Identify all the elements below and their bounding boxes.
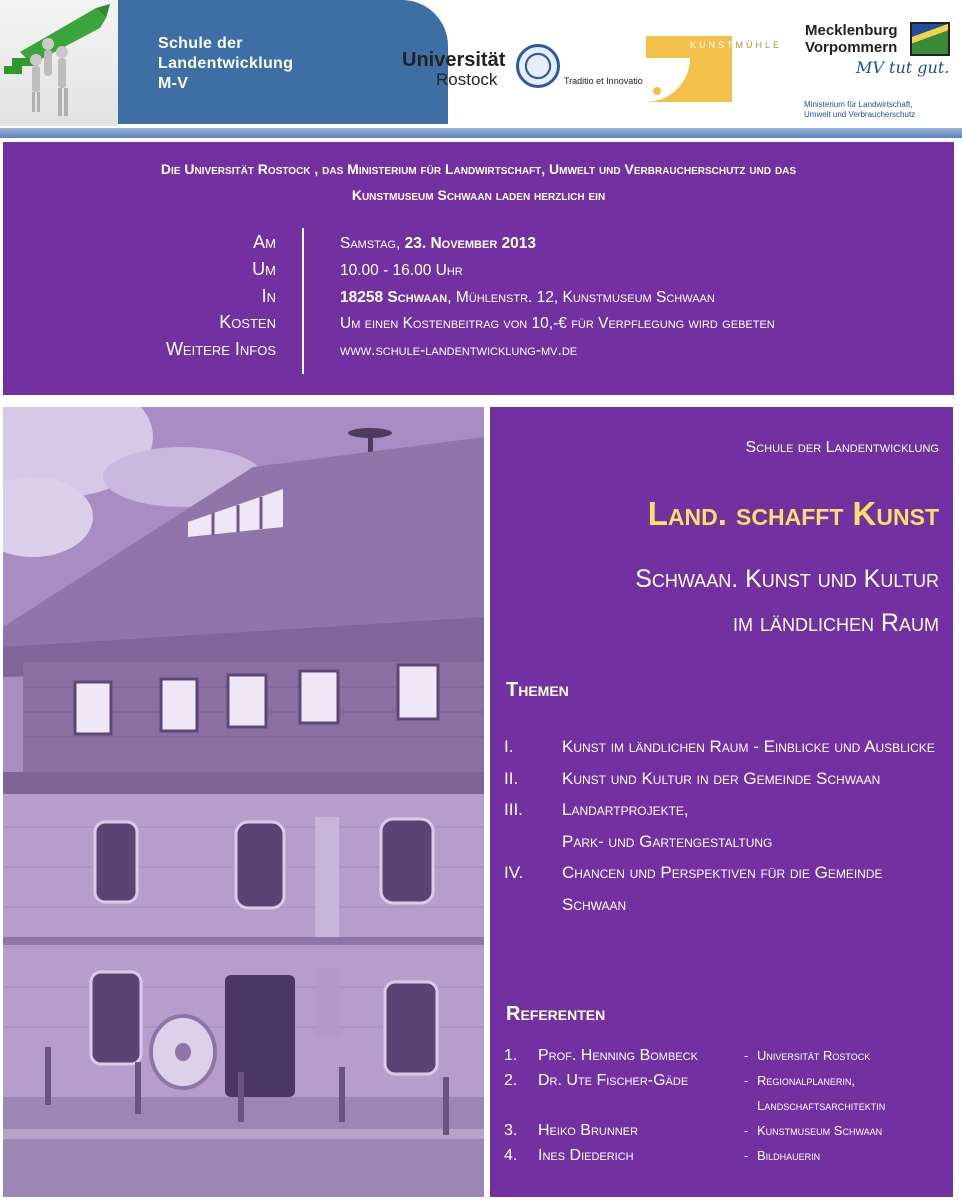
label-time: Um xyxy=(252,258,276,279)
referent-item xyxy=(504,1143,950,1168)
referent-name: Prof. Henning Bombeck xyxy=(538,1047,698,1064)
state-emblem-icon xyxy=(910,22,950,56)
museum-building-photo xyxy=(3,407,484,1197)
state-name xyxy=(805,22,898,56)
building-illustration xyxy=(3,407,484,1197)
event-location-address: , Mühlenstr. 12, Kunstmuseum Schwaan xyxy=(447,288,715,306)
referent-name: Dr. Ute Fischer-Gäde xyxy=(538,1072,689,1089)
referenten-heading: Referenten xyxy=(506,1003,606,1025)
ministry-line: Ministerium für Landwirtschaft, xyxy=(804,100,913,109)
referent-name: Ines Diederich xyxy=(538,1147,634,1164)
event-date-prefix: Samstag, xyxy=(340,235,401,252)
themen-item xyxy=(504,731,944,763)
referent-item xyxy=(504,1068,950,1118)
themen-number: III. xyxy=(504,800,523,819)
program-subtitle-line: im ländlichen Raum xyxy=(733,609,939,637)
themen-text: Chancen und Perspektiven für die Gemeinde Schwaan xyxy=(562,863,883,914)
themen-text-line: Landartprojekte, xyxy=(562,800,689,819)
invitation-intro-line: Kunstmuseum Schwaan laden herzlich ein xyxy=(351,187,606,203)
referent-number: 3. xyxy=(504,1122,518,1139)
referent-number: 1. xyxy=(504,1047,518,1064)
referent-role-line: Landschaftsarchitektin xyxy=(757,1098,886,1113)
referent-item xyxy=(504,1043,950,1068)
school-logo-line: M-V xyxy=(158,75,189,92)
label-cost: Kosten xyxy=(219,312,276,333)
kunstmuehle-label-a: KUNST xyxy=(690,40,736,50)
climbing-figures-logo xyxy=(0,0,118,126)
themen-list xyxy=(504,731,944,920)
themen-heading: Themen xyxy=(506,679,569,701)
themen-number: II. xyxy=(504,768,519,788)
referent-role: Kunstmuseum Schwaan xyxy=(757,1123,883,1138)
program-title: Land. schafft Kunst xyxy=(647,495,939,532)
event-location xyxy=(340,285,950,312)
program-school-name: Schule der Landentwicklung xyxy=(745,439,939,456)
referenten-list xyxy=(504,1043,950,1168)
school-logo-line: Schule der xyxy=(158,35,243,52)
referent-role xyxy=(757,1068,947,1118)
program-box xyxy=(490,407,953,1197)
invitation-intro xyxy=(3,156,954,208)
event-date-value: 23. November 2013 xyxy=(404,235,537,252)
themen-item xyxy=(504,763,944,795)
kunstmuehle-dot-icon xyxy=(653,87,661,95)
referent-dash: - xyxy=(744,1048,749,1063)
label-more-info: Weitere Infos xyxy=(165,339,276,360)
referent-item xyxy=(504,1118,950,1143)
program-subtitle xyxy=(499,557,939,645)
event-website-link[interactable]: www.schule-landentwicklung-mv.de xyxy=(340,342,578,360)
ministry-name xyxy=(804,100,915,120)
program-subtitle-line: Schwaan. Kunst und Kultur xyxy=(635,565,939,593)
referent-number: 4. xyxy=(504,1147,518,1164)
invitation-intro-line: Die Universität Rostock , das Ministerium für Landwirtschaft, Umwelt und Verbraucherschutz und das xyxy=(160,161,797,177)
event-location-zip: 18258 Schwaan xyxy=(340,288,448,306)
label-location: In xyxy=(261,285,276,306)
university-city: Rostock xyxy=(436,70,498,89)
referent-dash: - xyxy=(744,1073,749,1088)
state-slogan: MV tut gut. xyxy=(856,58,950,77)
themen-text: Kunst im ländlichen Raum - Einblicke und Ausblicke xyxy=(562,737,935,756)
ministry-line: Umwelt und Verbraucherschutz xyxy=(804,110,916,119)
referent-role: Universität Rostock xyxy=(757,1048,871,1063)
university-logo xyxy=(400,40,643,100)
label-date: Am xyxy=(253,232,276,252)
referent-role: Bildhauerin xyxy=(757,1148,821,1163)
themen-text-line: Park- und Gartengestaltung xyxy=(562,831,773,851)
state-logo xyxy=(800,18,960,126)
referent-dash: - xyxy=(744,1148,749,1163)
university-motto: Traditio et Innovatio xyxy=(564,76,643,86)
referent-role-line: Regionalplanerin, xyxy=(757,1073,856,1088)
header-divider xyxy=(0,128,962,138)
header-logos xyxy=(0,0,962,128)
referent-number: 2. xyxy=(504,1072,518,1089)
info-values xyxy=(340,231,950,365)
event-time: 10.00 - 16.00 Uhr xyxy=(340,261,463,279)
climbing-figures-icon xyxy=(0,0,118,126)
university-name: Universität xyxy=(402,49,506,71)
state-name-line: Mecklenburg xyxy=(805,22,898,39)
event-cost: Um einen Kostenbeitrag von 10,-€ für Verpflegung wird gebeten xyxy=(340,315,775,333)
info-labels xyxy=(63,229,276,363)
info-divider xyxy=(302,228,304,374)
themen-text: Kunst und Kultur in der Gemeinde Schwaan xyxy=(562,768,881,788)
event-date xyxy=(340,231,950,258)
kunstmuehle-label xyxy=(690,40,782,50)
themen-number: I. xyxy=(504,737,514,756)
referent-name: Heiko Brunner xyxy=(538,1122,639,1139)
themen-number: IV. xyxy=(504,863,524,882)
state-name-line: Vorpommern xyxy=(805,39,898,56)
school-logo-text xyxy=(158,34,293,94)
invitation-box xyxy=(3,142,954,395)
university-seal-icon xyxy=(516,44,560,88)
themen-item xyxy=(504,857,944,920)
referent-dash: - xyxy=(744,1123,749,1138)
themen-item xyxy=(504,794,944,857)
kunstmuehle-label-b: MÜHLE xyxy=(735,40,783,50)
school-logo-line: Landentwicklung xyxy=(158,55,294,72)
